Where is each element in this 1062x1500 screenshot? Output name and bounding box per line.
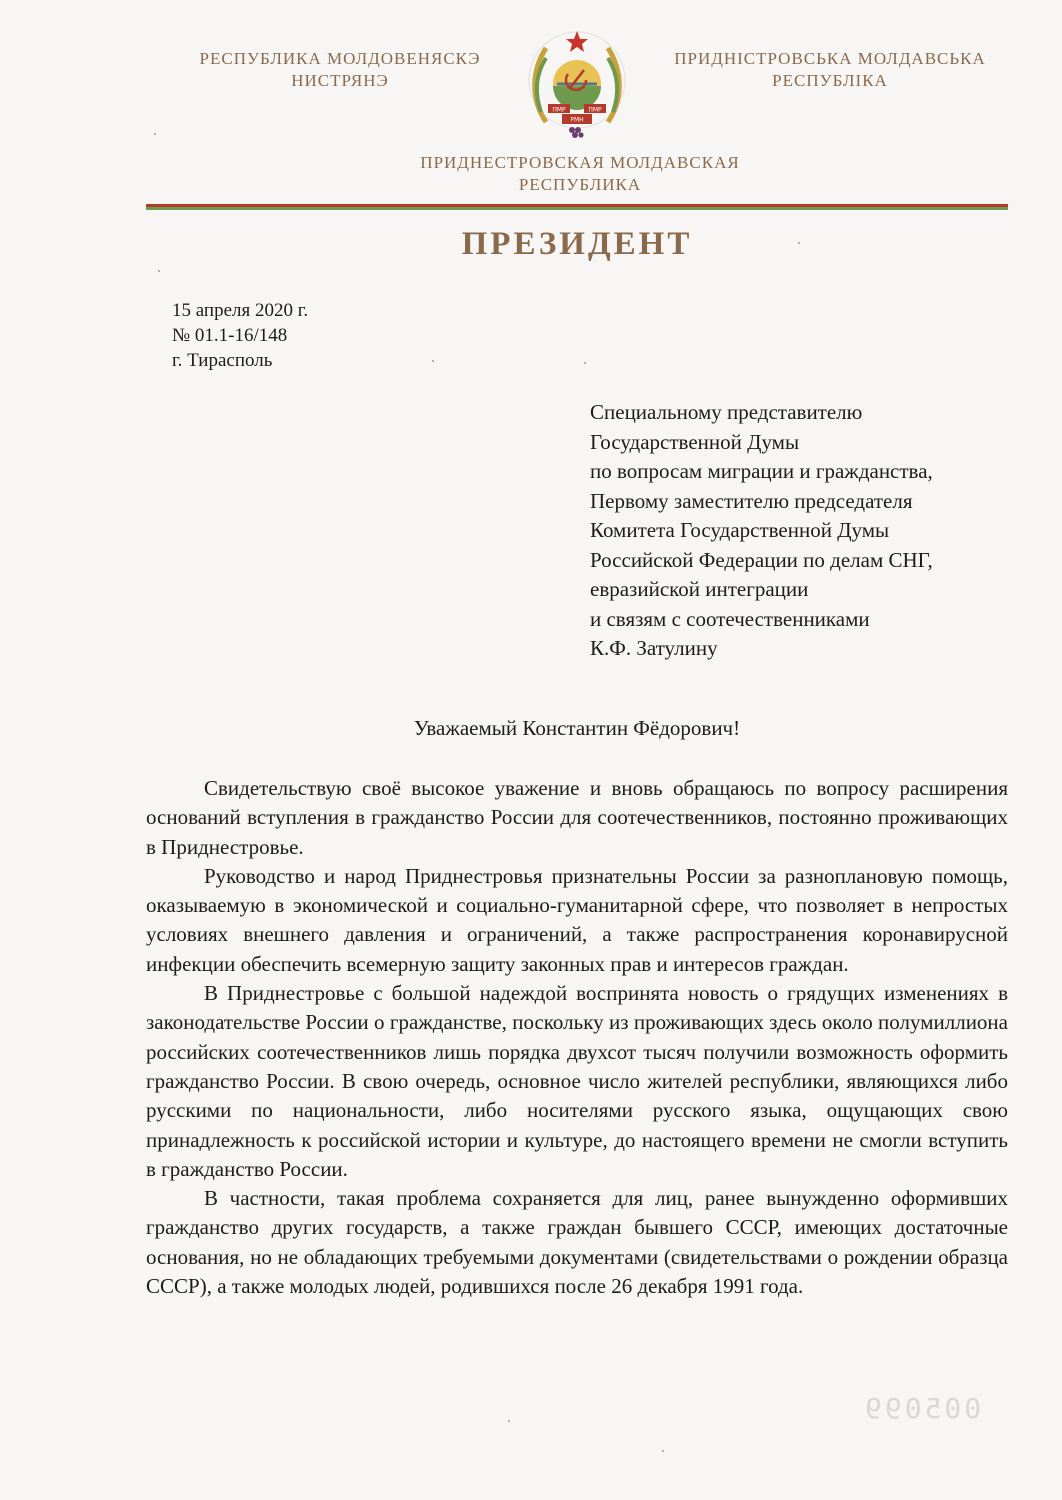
scan-speck [154, 133, 156, 135]
addressee-block [590, 398, 933, 664]
addressee-line: по вопросам миграции и гражданства, [590, 459, 933, 483]
emblem-ribbon-left: ПМР [552, 106, 566, 114]
scan-speck [508, 1420, 510, 1422]
addressee-line: евразийской интеграции [590, 577, 809, 601]
emblem-ribbon-right: ПМР [588, 106, 602, 114]
header-russian-line2: РЕСПУБЛИКА [518, 175, 642, 194]
body-paragraph: Руководство и народ Приднестровья признательны России за разноплановую помощь, оказываемую в экономической и социально-гуманитарной сфере, что позволяет в непростых условиях внешнего давления и ограничений, а также распространения коронавирусной инфекции обеспечить всемерную защиту законных прав и интересов граждан. [146, 863, 1008, 976]
state-emblem-icon [524, 26, 630, 142]
header-moldovan-line1: РЕСПУБЛИКА МОЛДОВЕНЯСКЭ [199, 49, 481, 68]
header-ukrainian-line2: РЕСПУБЛІКА [772, 71, 888, 90]
scan-speck [662, 1450, 664, 1452]
addressee-line: К.Ф. Затулину [590, 636, 718, 660]
letter-body [146, 774, 1008, 1301]
letter-date: 15 апреля 2020 г. [172, 300, 309, 321]
body-paragraph: В Приднестровье с большой надеждой воспринята новость о грядущих изменениях в законодательстве России о гражданстве, поскольку из проживающих здесь около полумиллиона российских соотечественников лишь порядка двухсот тысяч получили возможность оформить гражданство России. В свою очередь, основное число жителей республики, являющихся либо русскими по национальности, либо носителями русского языка, ощущающих свою принадлежность к российской истории и культуре, до настоящего времени не смогли вступить в гражданство России. [146, 981, 1008, 1181]
body-paragraph: В частности, такая проблема сохраняется для лиц, ранее вынужденно оформивших гражданство других государств, а также граждан бывшего СССР, имеющих достаточные основания, но не обладающих требуемыми документами (свидетельствами о рождении образца СССР), а также молодых людей, родившихся после 26 декабря 1991 года. [146, 1186, 1008, 1299]
document-title: ПРЕЗИДЕНТ [461, 226, 693, 262]
serial-number: 005099 [862, 1392, 982, 1425]
body-paragraph: Свидетельствую своё высокое уважение и вновь обращаюсь по вопросу расширения оснований вступления в гражданство России для соотечественников, постоянно проживающих в Приднестровье. [146, 776, 1008, 859]
header-moldovan [160, 48, 520, 92]
header-moldovan-line2: НИСТРЯНЭ [291, 71, 389, 90]
scan-speck [584, 362, 586, 364]
letter-meta [172, 298, 308, 373]
emblem-ribbon-center: РМН [570, 116, 584, 124]
letter-number: № 01.1-16/148 [172, 325, 288, 346]
addressee-line: Комитета Государственной Думы [590, 518, 890, 542]
addressee-line: Российской Федерации по делам СНГ, [590, 547, 933, 572]
header-russian [370, 152, 790, 196]
header-divider [146, 204, 1008, 210]
greeting: Уважаемый Константин Фёдорович! [413, 716, 741, 740]
addressee-line: и связям с соотечественниками [590, 606, 870, 631]
addressee-line: Государственной Думы [590, 429, 800, 454]
header-ukrainian-line1: ПРИДНІСТРОВСЬКА МОЛДАВСЬКА [674, 49, 986, 68]
header-ukrainian [640, 48, 1020, 92]
scan-speck [158, 270, 160, 272]
scan-speck [798, 242, 800, 244]
addressee-line: Специальному представителю [590, 400, 863, 424]
header-russian-line1: ПРИДНЕСТРОВСКАЯ МОЛДАВСКАЯ [420, 153, 740, 172]
scan-speck [432, 360, 434, 362]
letter-city: г. Тирасполь [172, 350, 273, 371]
addressee-line: Первому заместителю председателя [590, 488, 913, 513]
